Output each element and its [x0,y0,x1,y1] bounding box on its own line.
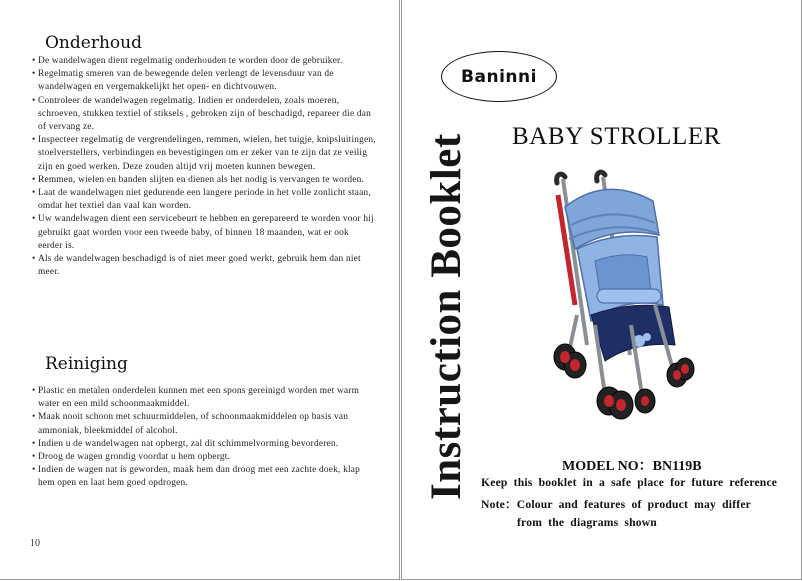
bullet-icon: • [32,69,36,80]
maintenance-heading: Onderhoud [45,33,142,53]
maintenance-item [31,55,376,68]
maintenance-item [31,68,376,94]
bullet-icon: • [32,438,36,449]
bullet-icon: • [32,386,36,396]
bullet-icon: • [32,188,36,199]
model-number: MODEL NO：BN119B [562,459,702,474]
bullet-icon: • [32,135,36,146]
maintenance-item [31,95,376,135]
maintenance-item-text: Laat de wandelwagen niet gedurende een langere periode in het volle zonlicht staan, omdat het textiel dan vaal kan worden. [38,188,371,212]
maintenance-item [31,134,376,174]
note-text: Colour and features of product may differ [516,498,752,511]
bullet-icon: • [32,254,36,265]
maintenance-item [31,187,376,213]
cleaning-item-text: Plastic en metalen onderdelen kunnen met een spons gereinigd worden met warm water en een mild schoonmaakmiddel. [38,386,360,410]
maintenance-item-text: Als de wandelwagen beschadigd is of niet meer goed werkt, gebruik hem dan niet meer. [38,254,361,278]
maintenance-item-text: De wandelwagen dient regelmatig onderhouden te worden door de gebruiker. [38,56,343,66]
page-number: 10 [30,538,40,549]
bullet-icon: • [32,95,36,106]
brand-logo [441,51,557,102]
bullet-icon: • [32,174,36,185]
maintenance-item-text: Uw wandelwagen dient een servicebeurt te hebben en gerepareerd te worden voor hij gebruikt gaat worden voor een tweede baby, of binnen 18 maanden, wat er ook eerder is. [38,214,374,251]
bullet-icon: • [32,412,36,423]
cleaning-item-text: Indien u de wandelwagen nat opbergt, zal dit schimmelvorming bevorderen. [38,438,339,449]
maintenance-item [31,213,376,253]
note-label: Note： [481,498,517,511]
note-line [481,496,751,512]
note-text-continued: from the diagrams shown [517,516,657,529]
maintenance-list [31,55,376,279]
maintenance-item-text: Controleer de wandelwagen regelmatig. Indien er onderdelen, zoals moeren, schroeven, stukken textiel of stiksels , gebroken zijn of beschadigd, repareer die dan of vervang ze. [38,95,371,133]
bullet-icon: • [32,56,36,66]
cleaning-heading: Reiniging [45,354,128,374]
cleaning-item-text: Indien de wagen nat is geworden, maak hem dan droog met een zachte doek, klap hem open en laat hem goed opdrogen. [38,465,361,489]
cleaning-item-text: Maak nooit schoon met schuurmiddelen, of schoonmaakmiddelen op basis van ammoniak, bleekmiddel of alcohol. [38,412,349,436]
stroller-illustration [535,165,705,425]
cleaning-item [31,438,361,451]
cleaning-list [31,385,361,491]
cleaning-item-text: Droog de wagen grondig voordat u hem opbergt. [38,452,231,463]
cleaning-item [31,451,361,464]
cleaning-item [31,411,361,437]
maintenance-item-text: Inspecteer regelmatig de vergrendelingen, remmen, wielen, het tuigje, knipsluitingen, stoelverstellers, verbindingen en bevestigingen om er zeker van te zijn dat ze veilig zijn en goed werken. Deze zouden altijd vrij moeten kunnen bewegen. [38,135,376,172]
maintenance-item-text: Regelmatig smeren van de bewegende delen verlengt de levensduur van de wandelwagen en vergemakkelijkt het open- en dichtvouwen. [38,69,334,93]
maintenance-item [31,253,376,279]
maintenance-item-text: Remmen, wielen en banden slijten en dienen als het nodig is vervangen te worden. [38,174,365,185]
keep-booklet-notice: Keep this booklet in a safe place for future reference [481,476,778,489]
maintenance-item [31,174,376,187]
brand-logo-text: Baninni [461,66,537,87]
bullet-icon: • [32,465,36,476]
cleaning-item [31,385,361,411]
bullet-icon: • [32,452,36,463]
product-title: BABY STROLLER [512,123,721,150]
bullet-icon: • [32,214,36,225]
instruction-booklet-title: Instruction Booklet [423,133,470,500]
cleaning-item [31,464,361,490]
